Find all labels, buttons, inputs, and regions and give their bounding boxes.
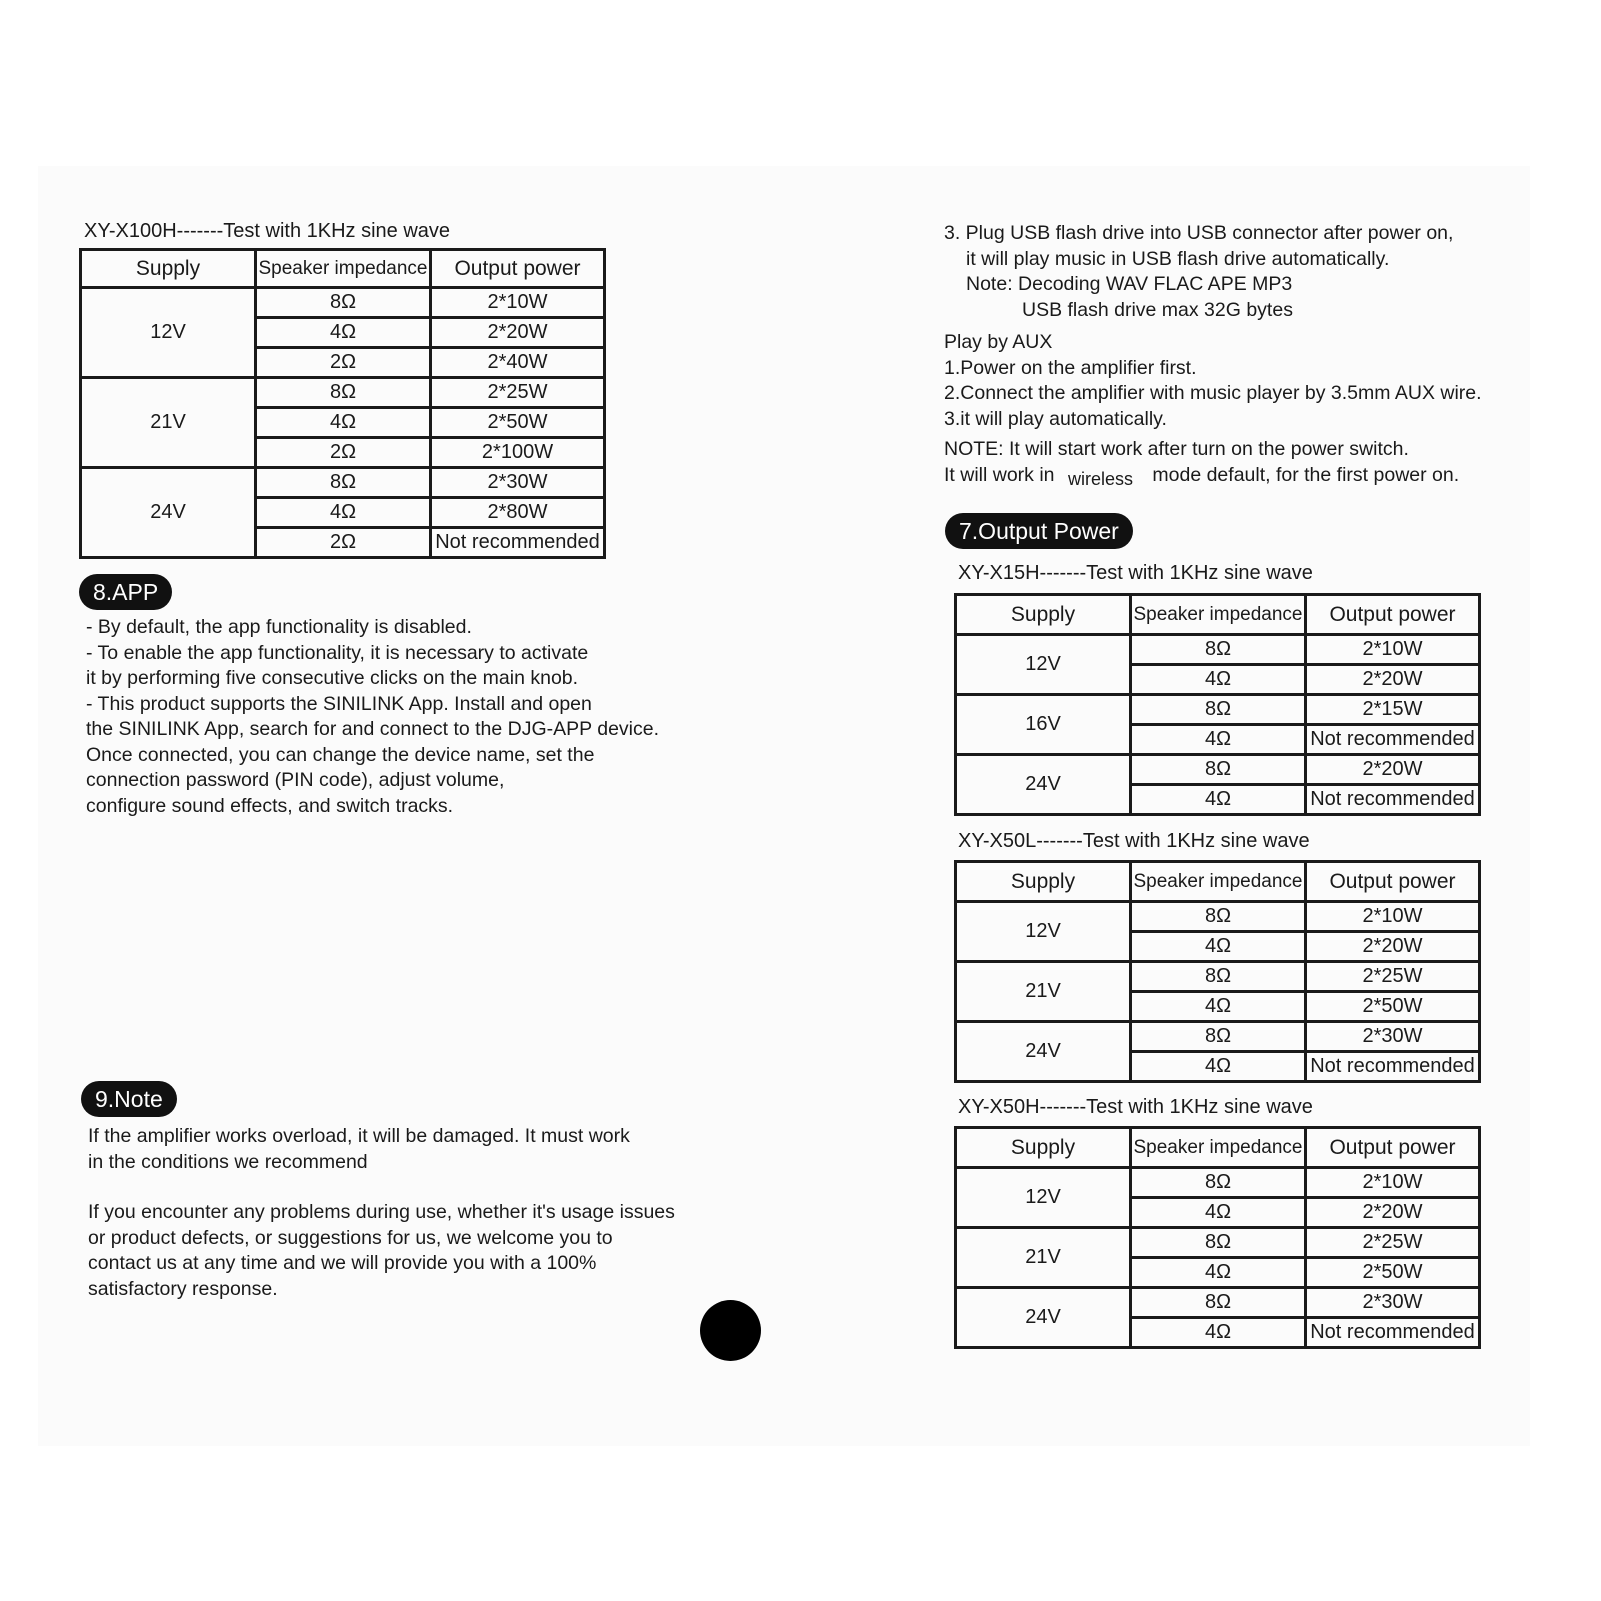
table-row bbox=[956, 755, 1480, 785]
usb-line: Note: Decoding WAV FLAC APE MP3 bbox=[966, 273, 1293, 295]
x100h-caption: XY-X100H-------Test with 1KHz sine wave bbox=[84, 220, 451, 242]
output-power-cell: 2*30W bbox=[1306, 1288, 1480, 1318]
supply-voltage-cell: 24V bbox=[956, 755, 1131, 815]
output-power-cell: 2*50W bbox=[431, 408, 605, 438]
table-row bbox=[956, 902, 1480, 932]
aux-line: 1.Power on the amplifier first. bbox=[944, 356, 1197, 379]
output-power-cell: 2*100W bbox=[431, 438, 605, 468]
output-power-heading: 7.Output Power bbox=[945, 513, 1133, 549]
notice-text: mode default, for the first power on. bbox=[1152, 463, 1460, 486]
table-row bbox=[956, 1288, 1480, 1318]
aux-playback-text bbox=[944, 330, 1482, 432]
output-header: Output power bbox=[1306, 595, 1480, 635]
app-line: configure sound effects, and switch tracks. bbox=[86, 794, 454, 817]
note-line: If you encounter any problems during use, whether it's usage issues bbox=[88, 1201, 675, 1223]
note-line: If the amplifier works overload, it will be damaged. It must work bbox=[88, 1125, 630, 1147]
table-row bbox=[956, 635, 1480, 665]
output-power-cell: 2*50W bbox=[1306, 1258, 1480, 1288]
output-power-cell: 2*20W bbox=[1306, 932, 1480, 962]
black-dot-mark bbox=[700, 1300, 761, 1361]
output-power-cell: 2*25W bbox=[1306, 962, 1480, 992]
x100h-output-table bbox=[79, 248, 606, 559]
output-power-cell: 2*50W bbox=[1306, 992, 1480, 1022]
output-power-cell: 2*20W bbox=[1306, 1198, 1480, 1228]
impedance-cell: 4Ω bbox=[1131, 1318, 1306, 1348]
supply-voltage-cell: 21V bbox=[956, 962, 1131, 1022]
impedance-cell: 4Ω bbox=[1131, 932, 1306, 962]
usb-line: USB flash drive max 32G bytes bbox=[1022, 298, 1293, 321]
impedance-cell: 2Ω bbox=[256, 528, 431, 558]
impedance-cell: 8Ω bbox=[1131, 1288, 1306, 1318]
supply-voltage-cell: 12V bbox=[956, 902, 1131, 962]
output-power-cell: 2*20W bbox=[1306, 755, 1480, 785]
table-row bbox=[956, 1022, 1480, 1052]
impedance-cell: 8Ω bbox=[1131, 1022, 1306, 1052]
output-power-cell: 2*10W bbox=[1306, 902, 1480, 932]
usb-line: it will play music in USB flash drive automatically. bbox=[966, 247, 1390, 270]
notice-text: It will work in bbox=[944, 463, 1055, 486]
output-power-cell: Not recommended bbox=[1306, 725, 1480, 755]
impedance-cell: 2Ω bbox=[256, 348, 431, 378]
note-line: in the conditions we recommend bbox=[88, 1150, 368, 1173]
supply-voltage-cell: 24V bbox=[81, 468, 256, 558]
impedance-cell: 4Ω bbox=[256, 498, 431, 528]
table-row bbox=[956, 1168, 1480, 1198]
notice-line: NOTE: It will start work after turn on the power switch. bbox=[944, 438, 1409, 460]
impedance-cell: 8Ω bbox=[1131, 755, 1306, 785]
impedance-cell: 4Ω bbox=[1131, 1258, 1306, 1288]
table-row bbox=[956, 1228, 1480, 1258]
output-power-cell: 2*80W bbox=[431, 498, 605, 528]
impedance-header: Speaker impedance bbox=[1131, 595, 1306, 635]
x15h-output-table bbox=[954, 593, 1481, 816]
supply-voltage-cell: 12V bbox=[956, 1168, 1131, 1228]
supply-voltage-cell: 21V bbox=[956, 1228, 1131, 1288]
usb-line: 3. Plug USB flash drive into USB connector after power on, bbox=[944, 222, 1454, 244]
app-line: Once connected, you can change the device name, set the bbox=[86, 743, 595, 766]
output-power-cell: 2*20W bbox=[431, 318, 605, 348]
impedance-cell: 8Ω bbox=[1131, 962, 1306, 992]
impedance-cell: 8Ω bbox=[1131, 1168, 1306, 1198]
output-power-cell: 2*20W bbox=[1306, 665, 1480, 695]
supply-voltage-cell: 21V bbox=[81, 378, 256, 468]
output-power-cell: Not recommended bbox=[1306, 1052, 1480, 1082]
impedance-header: Speaker impedance bbox=[1131, 862, 1306, 902]
table-row bbox=[81, 468, 605, 498]
impedance-cell: 4Ω bbox=[256, 408, 431, 438]
table-header-row bbox=[956, 1128, 1480, 1168]
supply-voltage-cell: 12V bbox=[81, 288, 256, 378]
app-line: it by performing five consecutive clicks on the main knob. bbox=[86, 667, 579, 689]
supply-header: Supply bbox=[956, 595, 1131, 635]
power-switch-notice bbox=[944, 437, 1459, 488]
app-section-heading: 8.APP bbox=[79, 574, 172, 610]
app-description bbox=[86, 615, 659, 819]
notice-line-2 bbox=[944, 463, 1459, 489]
output-power-cell: 2*25W bbox=[1306, 1228, 1480, 1258]
app-line: - This product supports the SINILINK App. Install and open bbox=[86, 692, 592, 715]
app-line: - By default, the app functionality is disabled. bbox=[86, 616, 472, 638]
output-power-cell: 2*40W bbox=[431, 348, 605, 378]
table-header-row bbox=[81, 250, 605, 288]
wireless-mode-label: wireless bbox=[1067, 468, 1133, 489]
aux-line: Play by AUX bbox=[944, 331, 1053, 353]
impedance-cell: 4Ω bbox=[1131, 992, 1306, 1022]
note-overload-text bbox=[88, 1124, 630, 1175]
output-power-cell: 2*10W bbox=[431, 288, 605, 318]
output-power-cell: Not recommended bbox=[431, 528, 605, 558]
table-row bbox=[81, 378, 605, 408]
x50l-output-table bbox=[954, 860, 1481, 1083]
supply-header: Supply bbox=[956, 1128, 1131, 1168]
note-line: or product defects, or suggestions for us, we welcome you to bbox=[88, 1226, 613, 1249]
aux-line: 2.Connect the amplifier with music player by 3.5mm AUX wire. bbox=[944, 382, 1482, 404]
output-header: Output power bbox=[1306, 1128, 1480, 1168]
output-power-cell: 2*25W bbox=[431, 378, 605, 408]
output-header: Output power bbox=[1306, 862, 1480, 902]
output-power-cell: Not recommended bbox=[1306, 1318, 1480, 1348]
impedance-cell: 4Ω bbox=[1131, 1198, 1306, 1228]
impedance-cell: 4Ω bbox=[1131, 665, 1306, 695]
impedance-cell: 8Ω bbox=[1131, 635, 1306, 665]
output-power-cell: 2*30W bbox=[1306, 1022, 1480, 1052]
app-line: connection password (PIN code), adjust volume, bbox=[86, 769, 505, 791]
impedance-cell: 4Ω bbox=[1131, 1052, 1306, 1082]
supply-voltage-cell: 12V bbox=[956, 635, 1131, 695]
table-row bbox=[81, 288, 605, 318]
usb-playback-text bbox=[944, 221, 1453, 323]
impedance-cell: 8Ω bbox=[1131, 695, 1306, 725]
output-header: Output power bbox=[431, 250, 605, 288]
app-line: the SINILINK App, search for and connect to the DJG-APP device. bbox=[86, 718, 660, 740]
output-power-cell: Not recommended bbox=[1306, 785, 1480, 815]
impedance-cell: 8Ω bbox=[256, 288, 431, 318]
output-power-cell: 2*15W bbox=[1306, 695, 1480, 725]
x50h-output-table bbox=[954, 1126, 1481, 1349]
output-power-cell: 2*30W bbox=[431, 468, 605, 498]
impedance-cell: 4Ω bbox=[256, 318, 431, 348]
note-line: satisfactory response. bbox=[88, 1277, 278, 1300]
impedance-cell: 8Ω bbox=[1131, 902, 1306, 932]
x50h-caption: XY-X50H-------Test with 1KHz sine wave bbox=[958, 1096, 1313, 1118]
supply-voltage-cell: 16V bbox=[956, 695, 1131, 755]
impedance-cell: 8Ω bbox=[256, 378, 431, 408]
supply-header: Supply bbox=[956, 862, 1131, 902]
impedance-header: Speaker impedance bbox=[256, 250, 431, 288]
table-header-row bbox=[956, 595, 1480, 635]
table-row bbox=[956, 962, 1480, 992]
supply-header: Supply bbox=[81, 250, 256, 288]
note-line: contact us at any time and we will provide you with a 100% bbox=[88, 1252, 597, 1274]
note-support-text bbox=[88, 1200, 675, 1302]
output-power-cell: 2*10W bbox=[1306, 635, 1480, 665]
impedance-header: Speaker impedance bbox=[1131, 1128, 1306, 1168]
supply-voltage-cell: 24V bbox=[956, 1288, 1131, 1348]
impedance-cell: 8Ω bbox=[1131, 1228, 1306, 1258]
aux-line: 3.it will play automatically. bbox=[944, 407, 1167, 430]
x50l-caption: XY-X50L-------Test with 1KHz sine wave bbox=[958, 830, 1310, 852]
note-section-heading: 9.Note bbox=[81, 1081, 177, 1117]
supply-voltage-cell: 24V bbox=[956, 1022, 1131, 1082]
app-line: - To enable the app functionality, it is necessary to activate bbox=[86, 641, 589, 664]
table-row bbox=[956, 695, 1480, 725]
output-power-cell: 2*10W bbox=[1306, 1168, 1480, 1198]
impedance-cell: 2Ω bbox=[256, 438, 431, 468]
x15h-caption: XY-X15H-------Test with 1KHz sine wave bbox=[958, 562, 1313, 584]
table-header-row bbox=[956, 862, 1480, 902]
impedance-cell: 8Ω bbox=[256, 468, 431, 498]
impedance-cell: 4Ω bbox=[1131, 725, 1306, 755]
impedance-cell: 4Ω bbox=[1131, 785, 1306, 815]
